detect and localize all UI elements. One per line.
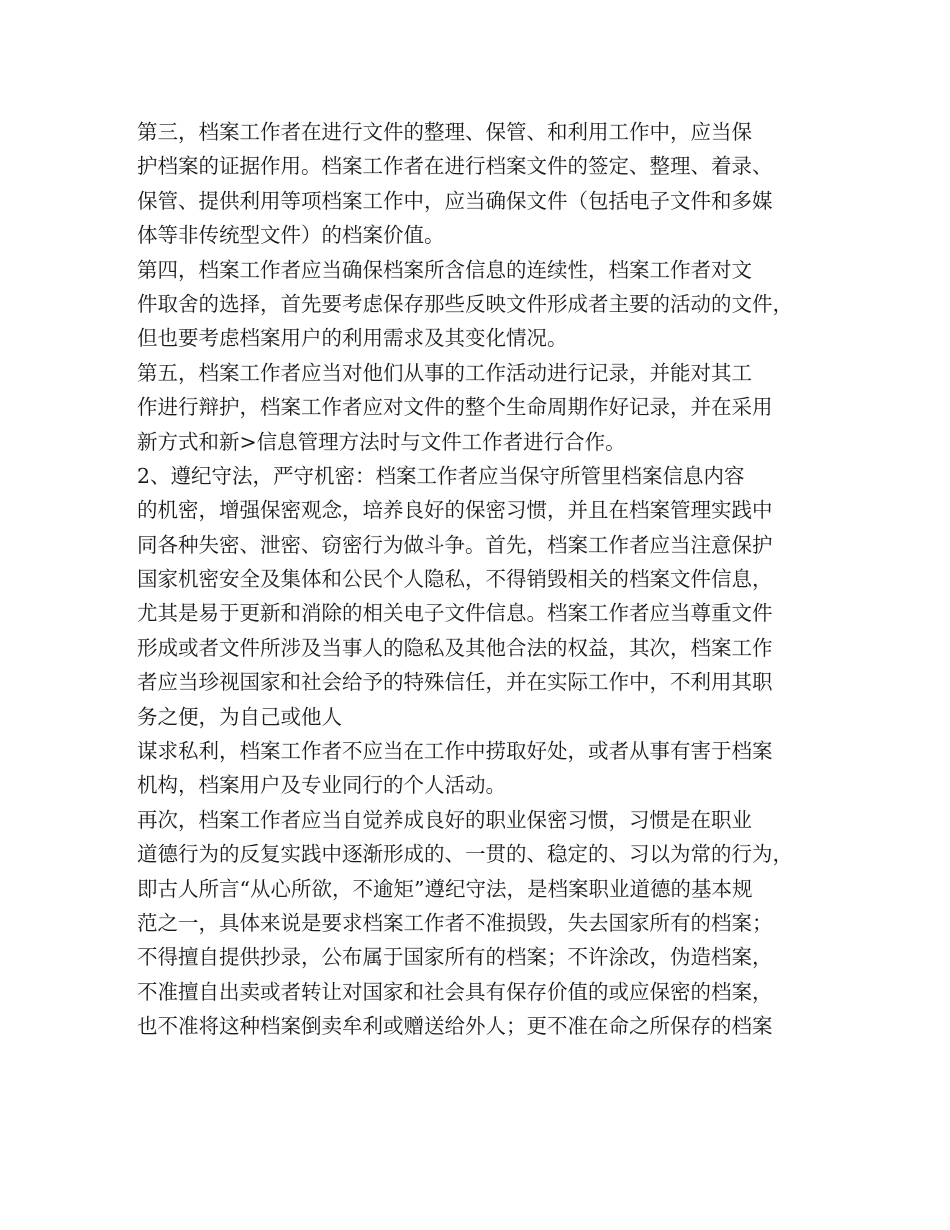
text-line: 形成或者文件所涉及当事人的隐私及其他合法的权益，其次，档案工作: [137, 635, 773, 660]
text-line: 作进行辩护，档案工作者应对文件的整个生命周期作好记录，并在采用: [137, 395, 773, 420]
text-line: 新方式和新>信息管理方法时与文件工作者进行合作。: [137, 429, 626, 454]
text-line: 体等非传统型文件）的档案价值。: [137, 223, 445, 248]
text-line: 不准擅自出卖或者转让对国家和社会具有保存价值的或应保密的档案，: [137, 979, 773, 1004]
text-line: 2、遵纪守法，严守机密：档案工作者应当保守所管里档案信息内容: [137, 463, 745, 488]
text-line: 的机密，增强保密观念，培养良好的保密习惯，并且在档案管理实践中: [137, 498, 773, 523]
text-line: 护档案的证据作用。档案工作者在进行档案文件的签定、整理、着录、: [137, 154, 773, 179]
text-line: 再次，档案工作者应当自觉养成良好的职业保密习惯，习惯是在职业: [137, 807, 752, 832]
text-line: 也不准将这种档案倒卖牟利或赠送给外人；更不准在命之所保存的档案: [137, 1014, 773, 1039]
text-line: 务之便，为自己或他人: [137, 704, 342, 729]
text-line: 尤其是易于更新和消除的相关电子文件信息。档案工作者应当尊重文件: [137, 601, 773, 626]
text-line: 第三，档案工作者在进行文件的整理、保管、和利用工作中，应当保: [137, 120, 752, 144]
text-line: 谋求私利，档案工作者不应当在工作中捞取好处，或者从事有害于档案: [137, 739, 773, 764]
text-line: 件取舍的选择，首先要考虑保存那些反映文件形成者主要的活动的文件，: [137, 291, 793, 316]
text-line: 第五，档案工作者应当对他们从事的工作活动进行记录，并能对其工: [137, 360, 752, 385]
text-line: 同各种失密、泄密、窃密行为做斗争。首先，档案工作者应当注意保护: [137, 532, 773, 557]
text-line: 机构，档案用户及专业同行的个人活动。: [137, 773, 506, 798]
text-line: 即古人所言“从心所欲，不逾矩”遵纪守法，是档案职业道德的基本规: [137, 876, 753, 901]
text-line: 保管、提供利用等项档案工作中，应当确保文件（包括电子文件和多媒: [137, 188, 773, 213]
text-line: 第四，档案工作者应当确保档案所含信息的连续性，档案工作者对文: [137, 257, 752, 282]
text-line: 国家机密安全及集体和公民个人隐私，不得销毁相关的档案文件信息，: [137, 567, 773, 592]
text-line: 道德行为的反复实践中逐渐形成的、一贯的、稳定的、习以为常的行为，: [137, 842, 793, 867]
body-text: [137, 115, 827, 1044]
text-line: 不得擅自提供抄录，公布属于国家所有的档案；不许涂改，伪造档案，: [137, 945, 773, 970]
text-line: 但也要考虑档案用户的利用需求及其变化情况。: [137, 326, 568, 351]
text-line: 者应当珍视国家和社会给予的特殊信任，并在实际工作中，不利用其职: [137, 670, 773, 695]
text-line: 范之一，具体来说是要求档案工作者不准损毁，失去国家所有的档案；: [137, 910, 773, 935]
